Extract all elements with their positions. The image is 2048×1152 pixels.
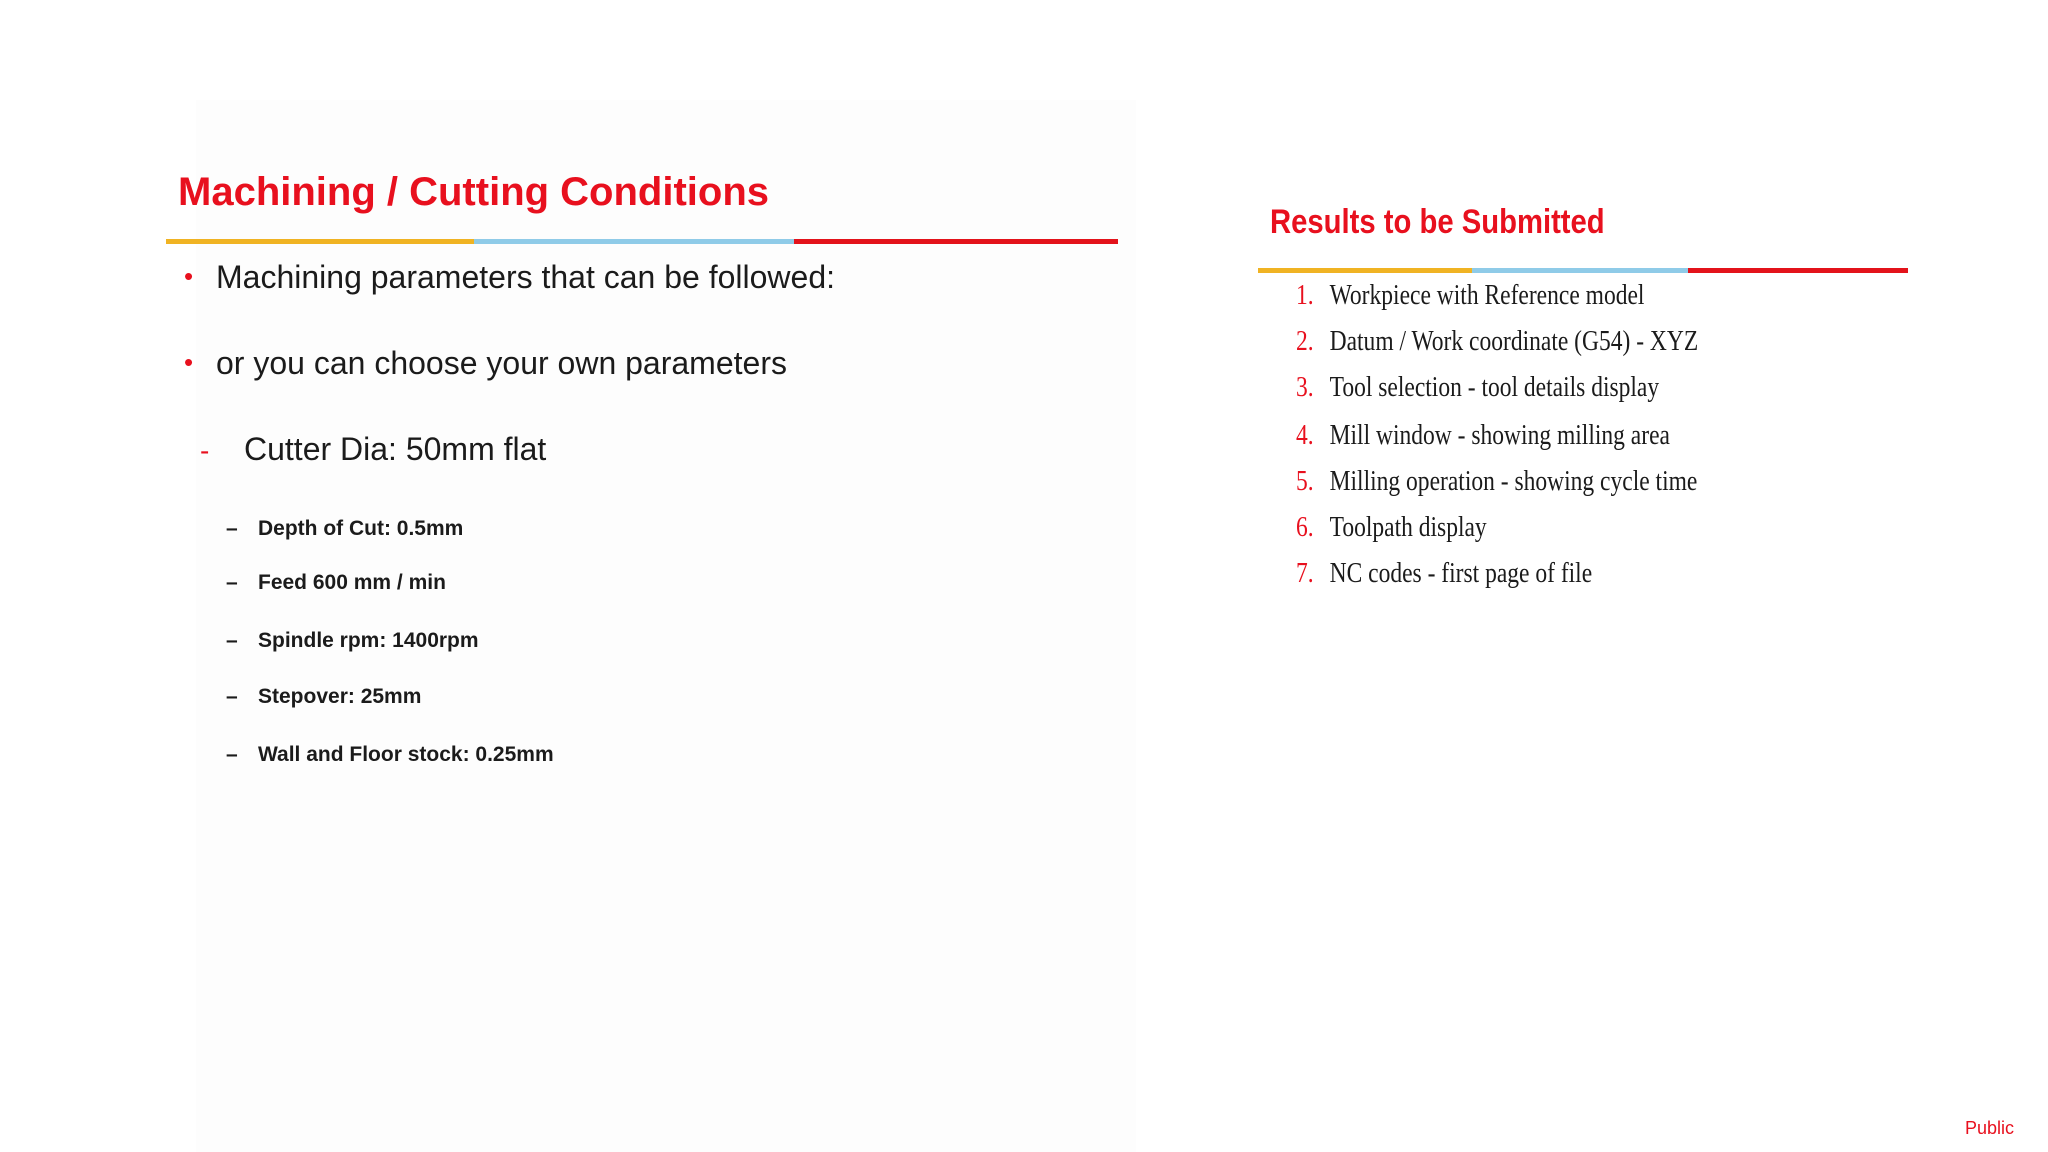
result-number: 4. <box>1296 420 1314 451</box>
bullet-dot-icon: • <box>184 261 194 291</box>
param-text: Spindle rpm: 1400rpm <box>258 629 479 652</box>
sub-bullet-dash-icon: - <box>200 435 210 466</box>
param-text: Feed 600 mm / min <box>258 571 446 594</box>
divider-yellow-segment <box>166 239 474 244</box>
result-item <box>1296 420 1670 452</box>
bullet-own-parameters <box>184 345 787 382</box>
divider-yellow-segment <box>1258 268 1472 273</box>
result-item <box>1296 372 1659 404</box>
bullet-dot-icon: • <box>184 347 194 377</box>
divider-red-segment <box>1688 268 1908 273</box>
result-item <box>1296 558 1592 590</box>
result-item <box>1296 512 1487 544</box>
param-text: Depth of Cut: 0.5mm <box>258 517 464 540</box>
bullet-text: or you can choose your own parameters <box>216 345 787 381</box>
result-number: 5. <box>1296 466 1314 497</box>
result-text: Toolpath display <box>1329 512 1487 543</box>
cutter-dia-item <box>200 431 546 468</box>
result-text: Mill window - showing milling area <box>1329 420 1670 451</box>
machining-conditions-title: Machining / Cutting Conditions <box>178 170 770 214</box>
param-spindle-rpm <box>226 629 479 653</box>
cutter-dia-text: Cutter Dia: 50mm flat <box>244 431 547 467</box>
result-text: NC codes - first page of file <box>1329 558 1593 589</box>
left-panel-background <box>196 100 1136 1152</box>
divider-red-segment <box>794 239 1118 244</box>
result-item <box>1296 280 1644 312</box>
result-item <box>1296 326 1698 358</box>
right-title-divider <box>1258 268 1908 273</box>
param-wall-floor-stock <box>226 743 554 767</box>
dash-icon: – <box>226 743 238 766</box>
param-feed <box>226 571 446 595</box>
dash-icon: – <box>226 629 238 652</box>
result-number: 6. <box>1296 512 1314 543</box>
result-number: 7. <box>1296 558 1314 589</box>
result-item <box>1296 466 1697 498</box>
result-text: Workpiece with Reference model <box>1329 280 1645 311</box>
result-text: Tool selection - tool details display <box>1329 372 1660 403</box>
param-depth-of-cut <box>226 517 463 541</box>
dash-icon: – <box>226 517 238 540</box>
bullet-text: Machining parameters that can be followed: <box>216 259 836 295</box>
result-text: Milling operation - showing cycle time <box>1329 466 1698 497</box>
dash-icon: – <box>226 571 238 594</box>
param-text: Stepover: 25mm <box>258 685 422 708</box>
bullet-machining-parameters <box>184 259 835 296</box>
dash-icon: – <box>226 685 238 708</box>
results-title: Results to be Submitted <box>1270 203 1605 241</box>
param-text: Wall and Floor stock: 0.25mm <box>258 743 554 766</box>
result-text: Datum / Work coordinate (G54) - XYZ <box>1329 326 1699 357</box>
result-number: 3. <box>1296 372 1314 403</box>
result-number: 2. <box>1296 326 1314 357</box>
divider-blue-segment <box>474 239 794 244</box>
divider-blue-segment <box>1472 268 1688 273</box>
param-stepover <box>226 685 421 709</box>
classification-label: Public <box>1964 1118 2014 1138</box>
result-number: 1. <box>1296 280 1314 311</box>
left-title-divider <box>166 239 1118 244</box>
